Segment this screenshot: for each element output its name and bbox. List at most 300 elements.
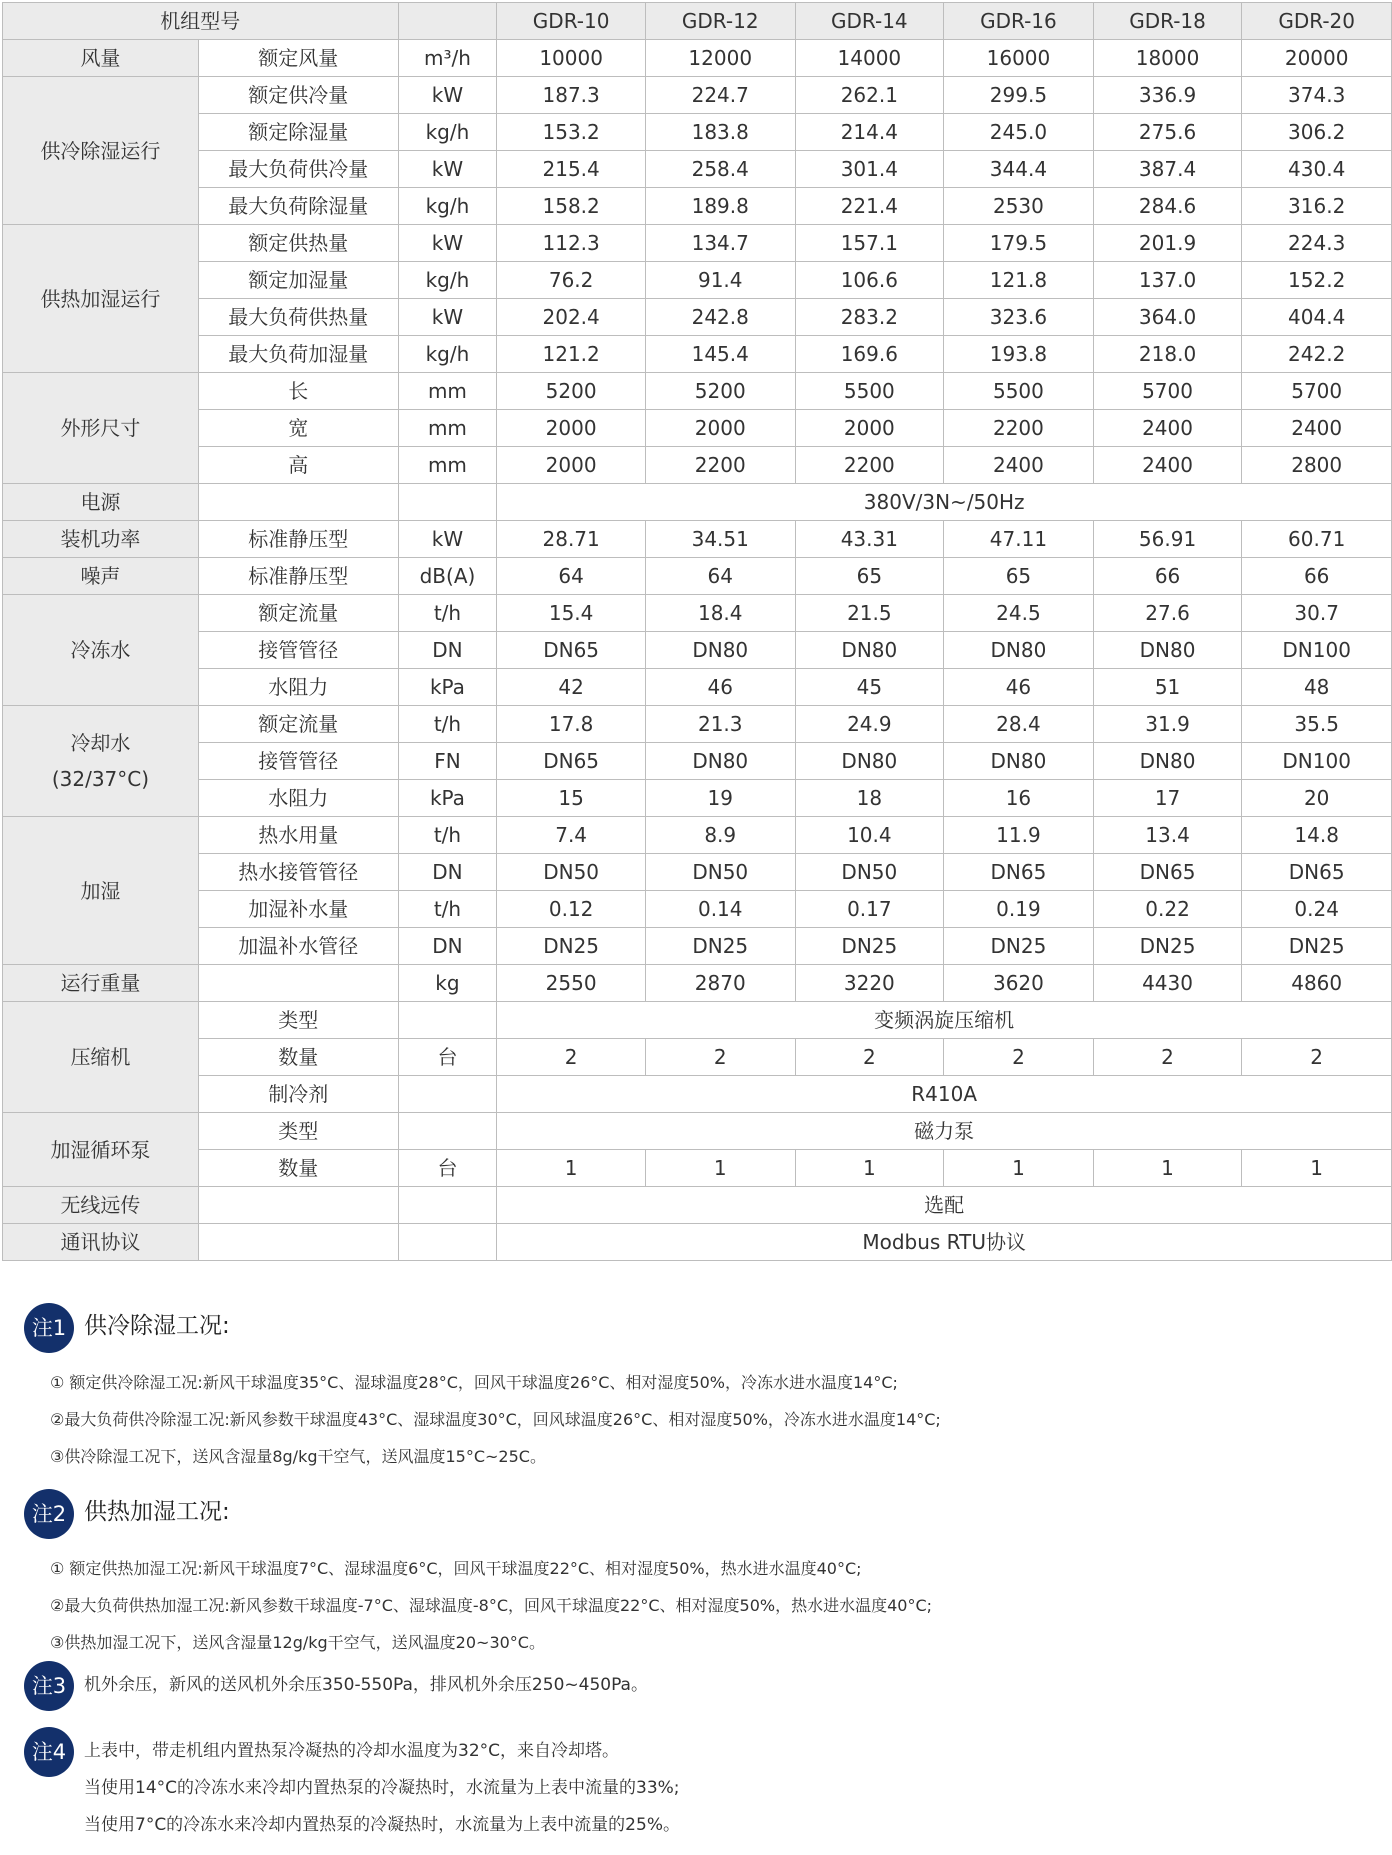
group-label: 冷却水(32/37°C): [3, 706, 199, 817]
unit-cell: dB(A): [398, 558, 497, 595]
unit-cell: DN: [398, 928, 497, 965]
value-cell: 34.51: [645, 521, 795, 558]
value-cell: 64: [645, 558, 795, 595]
value-cell: 5700: [1093, 373, 1242, 410]
value-cell: DN25: [497, 928, 646, 965]
value-cell: DN65: [497, 743, 646, 780]
value-cell: 202.4: [497, 299, 646, 336]
value-cell: 35.5: [1242, 706, 1392, 743]
value-cell: 4430: [1093, 965, 1242, 1002]
unit-cell: t/h: [398, 706, 497, 743]
unit-cell: mm: [398, 373, 497, 410]
group-label: 运行重量: [3, 965, 199, 1002]
unit-cell: kW: [398, 77, 497, 114]
value-cell: 10.4: [795, 817, 944, 854]
value-cell: 316.2: [1242, 188, 1392, 225]
value-cell: 14000: [795, 40, 944, 77]
label-cell: 额定除湿量: [198, 114, 398, 151]
table-row: [3, 151, 1392, 188]
value-cell: DN80: [795, 632, 944, 669]
table-row: [3, 669, 1392, 706]
value-cell: 242.2: [1242, 336, 1392, 373]
value-cell: 11.9: [944, 817, 1094, 854]
note-item: ②最大负荷供热加湿工况:新风参数干球温度-7°C、湿球温度-8°C，回风干球温度22°C、相对湿度50%，热水进水温度40°C;: [50, 1596, 933, 1615]
merged-value-cell: R410A: [497, 1076, 1392, 1113]
unit-cell: kW: [398, 521, 497, 558]
value-cell: DN80: [645, 743, 795, 780]
value-cell: 2200: [645, 447, 795, 484]
note-item: ① 额定供冷除湿工况:新风干球温度35°C、湿球温度28°C，回风干球温度26°C、相对湿度50%，冷冻水进水温度14°C;: [50, 1373, 898, 1392]
value-cell: 17.8: [497, 706, 646, 743]
value-cell: 45: [795, 669, 944, 706]
value-cell: 5200: [497, 373, 646, 410]
value-cell: DN50: [645, 854, 795, 891]
value-cell: 1: [645, 1150, 795, 1187]
merged-value-cell: 变频涡旋压缩机: [497, 1002, 1392, 1039]
value-cell: 2200: [795, 447, 944, 484]
table-row: [3, 928, 1392, 965]
value-cell: 2800: [1242, 447, 1392, 484]
model-header-label: 机组型号: [3, 3, 399, 40]
value-cell: 201.9: [1093, 225, 1242, 262]
note-badge: 注3: [24, 1661, 74, 1711]
value-cell: 66: [1242, 558, 1392, 595]
table-row: [3, 558, 1392, 595]
value-cell: 152.2: [1242, 262, 1392, 299]
value-cell: 13.4: [1093, 817, 1242, 854]
value-cell: 112.3: [497, 225, 646, 262]
table-row: [3, 188, 1392, 225]
table-row: [3, 1076, 1392, 1113]
unit-cell: [398, 484, 497, 521]
value-cell: 242.8: [645, 299, 795, 336]
value-cell: 2: [795, 1039, 944, 1076]
value-cell: 20000: [1242, 40, 1392, 77]
label-cell: 高: [198, 447, 398, 484]
note-item: ③供冷除湿工况下，送风含湿量8g/kg干空气，送风温度15°C~25C。: [50, 1447, 546, 1466]
value-cell: 42: [497, 669, 646, 706]
value-cell: 387.4: [1093, 151, 1242, 188]
note-item: ③供热加湿工况下，送风含湿量12g/kg干空气，送风温度20~30°C。: [50, 1633, 545, 1652]
unit-cell: t/h: [398, 891, 497, 928]
unit-cell: mm: [398, 447, 497, 484]
model-header: GDR-20: [1242, 3, 1392, 40]
value-cell: DN100: [1242, 743, 1392, 780]
group-label: 供热加湿运行: [3, 225, 199, 373]
value-cell: 301.4: [795, 151, 944, 188]
table-row: [3, 225, 1392, 262]
label-cell: 最大负荷加湿量: [198, 336, 398, 373]
group-label: 压缩机: [3, 1002, 199, 1113]
value-cell: 121.8: [944, 262, 1094, 299]
unit-cell: t/h: [398, 595, 497, 632]
value-cell: DN80: [795, 743, 944, 780]
note-line: 当使用7°C的冷冻水来冷却内置热泵的冷凝热时，水流量为上表中流量的25%。: [84, 1815, 680, 1835]
value-cell: 1: [1242, 1150, 1392, 1187]
label-cell: 类型: [198, 1002, 398, 1039]
model-header: GDR-10: [497, 3, 646, 40]
table-row: [3, 447, 1392, 484]
value-cell: 27.6: [1093, 595, 1242, 632]
value-cell: 60.71: [1242, 521, 1392, 558]
unit-cell: kPa: [398, 780, 497, 817]
table-row: [3, 40, 1392, 77]
table-row: [3, 1039, 1392, 1076]
value-cell: 106.6: [795, 262, 944, 299]
label-cell: [198, 965, 398, 1002]
unit-cell: t/h: [398, 817, 497, 854]
value-cell: 262.1: [795, 77, 944, 114]
value-cell: 157.1: [795, 225, 944, 262]
value-cell: 306.2: [1242, 114, 1392, 151]
table-row: [3, 1224, 1392, 1261]
group-label: 风量: [3, 40, 199, 77]
group-label: 外形尺寸: [3, 373, 199, 484]
unit-cell: 台: [398, 1039, 497, 1076]
group-label: 无线远传: [3, 1187, 199, 1224]
value-cell: 1: [795, 1150, 944, 1187]
unit-cell: kg: [398, 965, 497, 1002]
value-cell: 374.3: [1242, 77, 1392, 114]
value-cell: 21.3: [645, 706, 795, 743]
value-cell: 323.6: [944, 299, 1094, 336]
table-row: [3, 299, 1392, 336]
unit-cell: [398, 1187, 497, 1224]
unit-cell: kPa: [398, 669, 497, 706]
value-cell: 43.31: [795, 521, 944, 558]
value-cell: 169.6: [795, 336, 944, 373]
model-header: GDR-18: [1093, 3, 1242, 40]
merged-value-cell: 磁力泵: [497, 1113, 1392, 1150]
value-cell: 2550: [497, 965, 646, 1002]
value-cell: 134.7: [645, 225, 795, 262]
table-row: [3, 891, 1392, 928]
value-cell: 258.4: [645, 151, 795, 188]
group-label: 加湿循环泵: [3, 1113, 199, 1187]
label-cell: 热水用量: [198, 817, 398, 854]
value-cell: 224.3: [1242, 225, 1392, 262]
value-cell: 179.5: [944, 225, 1094, 262]
note-title: 供冷除湿工况:: [84, 1313, 230, 1339]
value-cell: 64: [497, 558, 646, 595]
label-cell: 数量: [198, 1150, 398, 1187]
table-row: [3, 262, 1392, 299]
table-row: [3, 854, 1392, 891]
value-cell: 0.22: [1093, 891, 1242, 928]
value-cell: 2530: [944, 188, 1094, 225]
unit-cell: FN: [398, 743, 497, 780]
value-cell: 344.4: [944, 151, 1094, 188]
table-row: [3, 1113, 1392, 1150]
label-cell: 接管管径: [198, 743, 398, 780]
unit-cell: DN: [398, 854, 497, 891]
value-cell: 245.0: [944, 114, 1094, 151]
value-cell: 187.3: [497, 77, 646, 114]
table-row: [3, 1187, 1392, 1224]
note-item: ① 额定供热加湿工况:新风干球温度7°C、湿球温度6°C，回风干球温度22°C、相对湿度50%，热水进水温度40°C;: [50, 1559, 862, 1578]
value-cell: 17: [1093, 780, 1242, 817]
value-cell: 65: [944, 558, 1094, 595]
value-cell: 0.14: [645, 891, 795, 928]
value-cell: 283.2: [795, 299, 944, 336]
value-cell: 189.8: [645, 188, 795, 225]
value-cell: DN65: [1242, 854, 1392, 891]
note-items: [24, 1550, 1364, 1661]
group-label: 冷冻水: [3, 595, 199, 706]
value-cell: 18.4: [645, 595, 795, 632]
unit-cell: 台: [398, 1150, 497, 1187]
value-cell: 0.12: [497, 891, 646, 928]
value-cell: 31.9: [1093, 706, 1242, 743]
table-row: [3, 817, 1392, 854]
value-cell: 2: [944, 1039, 1094, 1076]
label-cell: 热水接管管径: [198, 854, 398, 891]
note-title: 供热加湿工况:: [84, 1499, 230, 1525]
value-cell: 51: [1093, 669, 1242, 706]
value-cell: 66: [1093, 558, 1242, 595]
table-row: [3, 743, 1392, 780]
unit-cell: mm: [398, 410, 497, 447]
model-header: GDR-12: [645, 3, 795, 40]
unit-cell: [398, 1002, 497, 1039]
table-row: [3, 1002, 1392, 1039]
value-cell: 16: [944, 780, 1094, 817]
value-cell: DN65: [497, 632, 646, 669]
value-cell: 158.2: [497, 188, 646, 225]
value-cell: 28.4: [944, 706, 1094, 743]
value-cell: 47.11: [944, 521, 1094, 558]
value-cell: 121.2: [497, 336, 646, 373]
value-cell: 16000: [944, 40, 1094, 77]
table-row: [3, 632, 1392, 669]
value-cell: 2: [1242, 1039, 1392, 1076]
label-cell: 额定加湿量: [198, 262, 398, 299]
value-cell: 2000: [645, 410, 795, 447]
note-badge: 注4: [24, 1727, 74, 1777]
group-label: 加湿: [3, 817, 199, 965]
value-cell: 2000: [795, 410, 944, 447]
notes-section: [24, 1303, 1364, 1844]
unit-cell: kg/h: [398, 114, 497, 151]
label-cell: 额定流量: [198, 595, 398, 632]
unit-cell: DN: [398, 632, 497, 669]
label-cell: [198, 1187, 398, 1224]
unit-cell: [398, 1113, 497, 1150]
value-cell: 224.7: [645, 77, 795, 114]
merged-value-cell: 选配: [497, 1187, 1392, 1224]
value-cell: 2400: [1093, 447, 1242, 484]
table-row: [3, 780, 1392, 817]
value-cell: 218.0: [1093, 336, 1242, 373]
value-cell: 214.4: [795, 114, 944, 151]
value-cell: 2000: [497, 447, 646, 484]
group-label: 电源: [3, 484, 199, 521]
note-text: 机外余压，新风的送风机外余压350-550Pa，排风机外余压250~450Pa。: [84, 1675, 648, 1695]
unit-cell: kg/h: [398, 188, 497, 225]
value-cell: 5200: [645, 373, 795, 410]
table-row: [3, 706, 1392, 743]
value-cell: 3220: [795, 965, 944, 1002]
value-cell: 336.9: [1093, 77, 1242, 114]
group-label: 噪声: [3, 558, 199, 595]
label-cell: 接管管径: [198, 632, 398, 669]
value-cell: DN50: [497, 854, 646, 891]
value-cell: DN25: [645, 928, 795, 965]
table-row: [3, 373, 1392, 410]
value-cell: 12000: [645, 40, 795, 77]
value-cell: 2200: [944, 410, 1094, 447]
value-cell: 2400: [944, 447, 1094, 484]
unit-cell: [398, 1224, 497, 1261]
note-line: 当使用14°C的冷冻水来冷却内置热泵的冷凝热时，水流量为上表中流量的33%;: [84, 1778, 680, 1798]
unit-cell: kW: [398, 151, 497, 188]
value-cell: 24.5: [944, 595, 1094, 632]
value-cell: DN25: [1242, 928, 1392, 965]
label-cell: 最大负荷除湿量: [198, 188, 398, 225]
value-cell: 2400: [1093, 410, 1242, 447]
value-cell: 1: [497, 1150, 646, 1187]
label-cell: 加温补水管径: [198, 928, 398, 965]
value-cell: 2: [645, 1039, 795, 1076]
value-cell: DN80: [944, 743, 1094, 780]
value-cell: 5500: [795, 373, 944, 410]
table-row: [3, 410, 1392, 447]
table-row: [3, 77, 1392, 114]
value-cell: 430.4: [1242, 151, 1392, 188]
value-cell: 30.7: [1242, 595, 1392, 632]
value-cell: 193.8: [944, 336, 1094, 373]
value-cell: DN80: [645, 632, 795, 669]
value-cell: 15.4: [497, 595, 646, 632]
value-cell: 56.91: [1093, 521, 1242, 558]
value-cell: 91.4: [645, 262, 795, 299]
note-1: [24, 1303, 1364, 1489]
value-cell: 0.24: [1242, 891, 1392, 928]
value-cell: 65: [795, 558, 944, 595]
value-cell: 275.6: [1093, 114, 1242, 151]
value-cell: DN80: [1093, 632, 1242, 669]
value-cell: DN100: [1242, 632, 1392, 669]
value-cell: 221.4: [795, 188, 944, 225]
label-cell: 水阻力: [198, 780, 398, 817]
value-cell: 137.0: [1093, 262, 1242, 299]
label-cell: 数量: [198, 1039, 398, 1076]
unit-cell: m³/h: [398, 40, 497, 77]
note-badge: 注2: [24, 1489, 74, 1539]
value-cell: 18000: [1093, 40, 1242, 77]
table-row: [3, 595, 1392, 632]
model-header: GDR-14: [795, 3, 944, 40]
value-cell: 18: [795, 780, 944, 817]
table-row: [3, 114, 1392, 151]
note-line: 上表中，带走机组内置热泵冷凝热的冷却水温度为32°C，来自冷却塔。: [84, 1741, 620, 1761]
value-cell: 153.2: [497, 114, 646, 151]
value-cell: 0.19: [944, 891, 1094, 928]
value-cell: 2: [497, 1039, 646, 1076]
value-cell: DN25: [1093, 928, 1242, 965]
value-cell: 1: [944, 1150, 1094, 1187]
value-cell: 8.9: [645, 817, 795, 854]
value-cell: 7.4: [497, 817, 646, 854]
value-cell: 14.8: [1242, 817, 1392, 854]
value-cell: 145.4: [645, 336, 795, 373]
label-cell: 标准静压型: [198, 558, 398, 595]
value-cell: DN80: [944, 632, 1094, 669]
label-cell: 最大负荷供冷量: [198, 151, 398, 188]
value-cell: 4860: [1242, 965, 1392, 1002]
merged-value-cell: Modbus RTU协议: [497, 1224, 1392, 1261]
unit-cell: kW: [398, 225, 497, 262]
value-cell: 24.9: [795, 706, 944, 743]
value-cell: 2000: [497, 410, 646, 447]
label-cell: [198, 1224, 398, 1261]
value-cell: DN50: [795, 854, 944, 891]
label-cell: 最大负荷供热量: [198, 299, 398, 336]
note-4: [24, 1727, 1364, 1844]
label-cell: 水阻力: [198, 669, 398, 706]
value-cell: 2870: [645, 965, 795, 1002]
value-cell: 215.4: [497, 151, 646, 188]
group-label: 供冷除湿运行: [3, 77, 199, 225]
label-cell: 额定风量: [198, 40, 398, 77]
value-cell: 48: [1242, 669, 1392, 706]
model-header: GDR-16: [944, 3, 1094, 40]
value-cell: 0.17: [795, 891, 944, 928]
label-cell: 制冷剂: [198, 1076, 398, 1113]
value-cell: 5700: [1242, 373, 1392, 410]
unit-header: [398, 3, 497, 40]
value-cell: 28.71: [497, 521, 646, 558]
label-cell: 额定供冷量: [198, 77, 398, 114]
value-cell: DN80: [1093, 743, 1242, 780]
value-cell: 404.4: [1242, 299, 1392, 336]
label-cell: 宽: [198, 410, 398, 447]
label-cell: 额定流量: [198, 706, 398, 743]
table-row: [3, 521, 1392, 558]
value-cell: 46: [944, 669, 1094, 706]
value-cell: 19: [645, 780, 795, 817]
value-cell: 20: [1242, 780, 1392, 817]
value-cell: DN25: [944, 928, 1094, 965]
label-cell: 加湿补水量: [198, 891, 398, 928]
note-3: [24, 1661, 1364, 1727]
value-cell: 2400: [1242, 410, 1392, 447]
note-items: [24, 1364, 1364, 1475]
value-cell: DN25: [795, 928, 944, 965]
label-cell: [198, 484, 398, 521]
note-2: [24, 1489, 1364, 1661]
value-cell: 2: [1093, 1039, 1242, 1076]
value-cell: DN65: [1093, 854, 1242, 891]
group-label: 装机功率: [3, 521, 199, 558]
value-cell: DN65: [944, 854, 1094, 891]
label-cell: 额定供热量: [198, 225, 398, 262]
label-cell: 长: [198, 373, 398, 410]
value-cell: 15: [497, 780, 646, 817]
value-cell: 21.5: [795, 595, 944, 632]
note-badge: 注1: [24, 1303, 74, 1353]
header-row: [3, 3, 1392, 40]
value-cell: 284.6: [1093, 188, 1242, 225]
table-row: [3, 1150, 1392, 1187]
value-cell: 10000: [497, 40, 646, 77]
value-cell: 3620: [944, 965, 1094, 1002]
note-item: ②最大负荷供冷除湿工况:新风参数干球温度43°C、湿球温度30°C，回风球温度26°C、相对湿度50%，冷冻水进水温度14°C;: [50, 1410, 941, 1429]
value-cell: 183.8: [645, 114, 795, 151]
value-cell: 1: [1093, 1150, 1242, 1187]
unit-cell: kg/h: [398, 262, 497, 299]
table-row: [3, 965, 1392, 1002]
